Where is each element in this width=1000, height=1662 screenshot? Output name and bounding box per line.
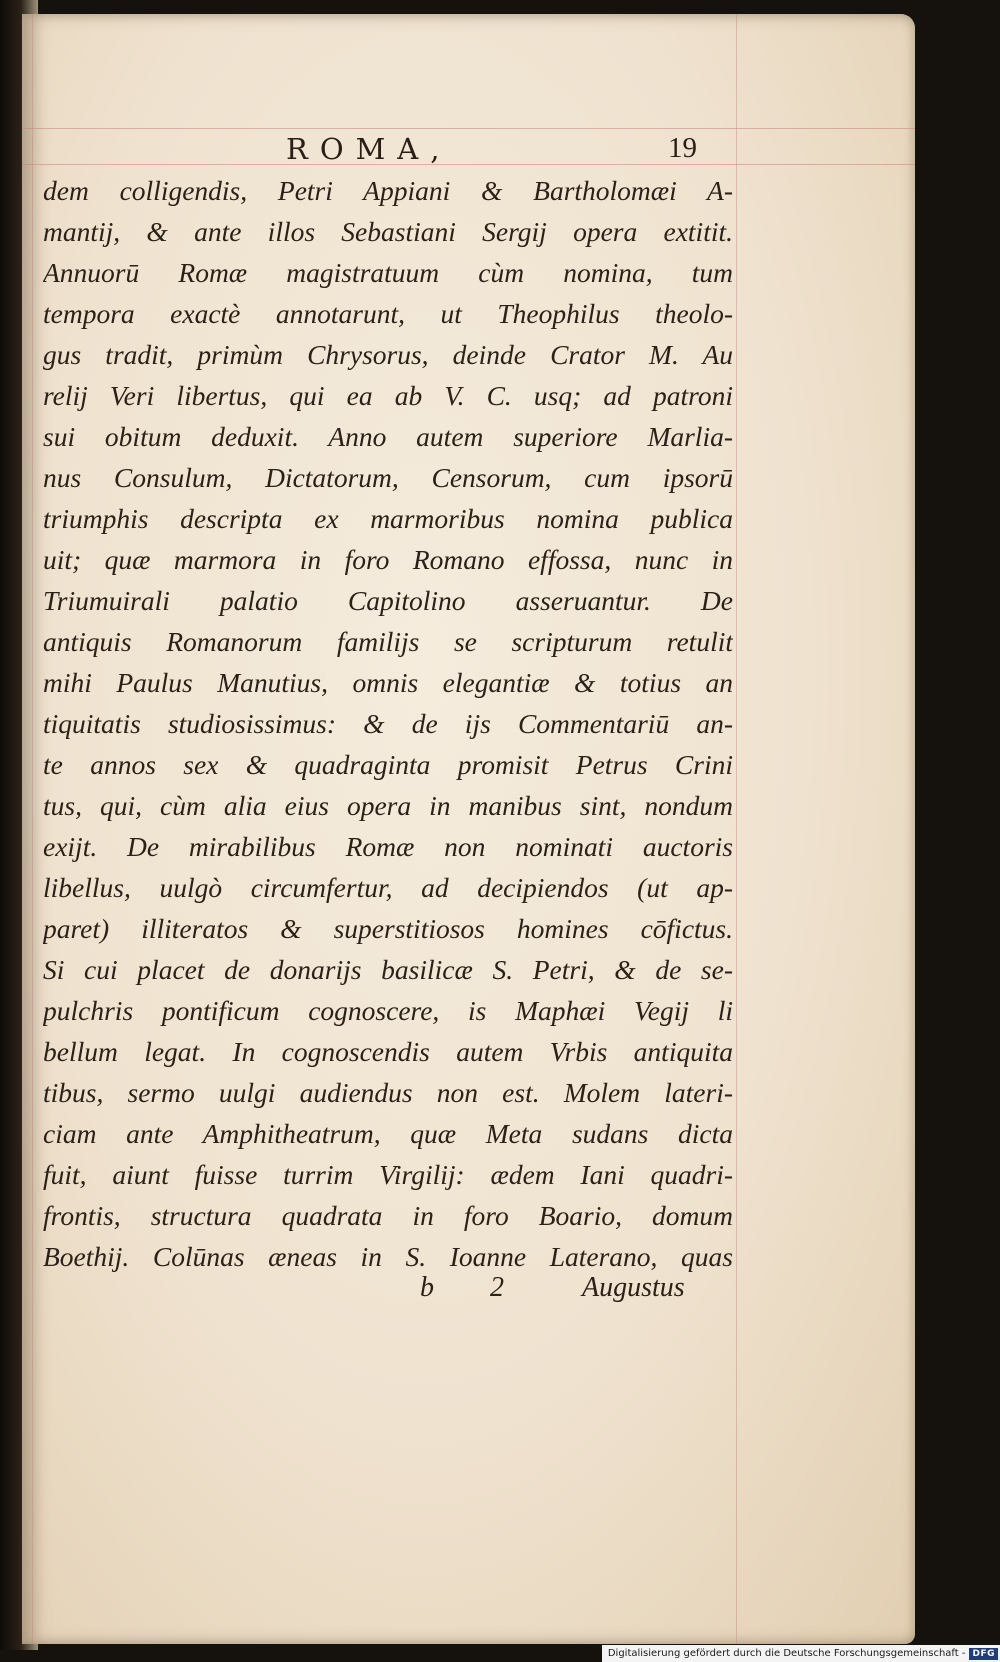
text-line: fuit, aiunt fuisse turrim Virgilij: ædem Iani quadri-	[43, 1159, 733, 1190]
text-line: tempora exactè annotarunt, ut Theophilus theolo-	[43, 298, 733, 329]
ruled-line-right	[736, 14, 737, 1644]
ruled-line-left	[32, 14, 33, 1644]
text-line: nus Consulum, Dictatorum, Censorum, cum ipsorū	[43, 462, 733, 493]
book-page	[22, 14, 915, 1644]
ruled-line-top	[22, 128, 915, 129]
text-line: frontis, structura quadrata in foro Boario, domum	[43, 1200, 733, 1231]
text-line: uit; quæ marmora in foro Romano effossa, nunc in	[43, 544, 733, 575]
running-head: ROMA,	[286, 132, 452, 166]
text-line: Boethij. Colūnas æneas in S. Ioanne Laterano, quas	[43, 1241, 733, 1272]
text-line: tus, qui, cùm alia eius opera in manibus sint, nondum	[43, 790, 733, 821]
text-line: tiquitatis studiosissimus: & de ijs Commentariū an-	[43, 708, 733, 739]
text-line: bellum legat. In cognoscendis autem Vrbis antiquita	[43, 1036, 733, 1067]
text-line: dem colligendis, Petri Appiani & Bartholomæi A-	[43, 175, 733, 206]
text-line: gus tradit, primùm Chrysorus, deinde Crator M. Au	[43, 339, 733, 370]
text-line: ciam ante Amphitheatrum, quæ Meta sudans dicta	[43, 1118, 733, 1149]
text-line: pulchris pontificum cognoscere, is Maphæi Vegij li	[43, 995, 733, 1026]
text-line: exijt. De mirabilibus Romæ non nominati auctoris	[43, 831, 733, 862]
catchword: Augustus	[582, 1272, 685, 1303]
signature-number: 2	[490, 1272, 504, 1303]
text-line: Si cui placet de donarijs basilicæ S. Petri, & de se-	[43, 954, 733, 985]
text-line: libellus, uulgò circumfertur, ad decipiendos (ut ap-	[43, 872, 733, 903]
text-line: sui obitum deduxit. Anno autem superiore Marlia-	[43, 421, 733, 452]
digitization-credit-bar	[602, 1645, 1000, 1662]
text-line: Triumuirali palatio Capitolino asseruantur. De	[43, 585, 733, 616]
text-block	[43, 170, 733, 1277]
text-line: mihi Paulus Manutius, omnis elegantiæ & totius an	[43, 667, 733, 698]
ruled-line-head	[22, 164, 915, 165]
text-line: Annuorū Romæ magistratuum cùm nomina, tum	[43, 257, 733, 288]
text-line: antiquis Romanorum familijs se scripturum retulit	[43, 626, 733, 657]
text-line: relij Veri libertus, qui ea ab V. C. usq; ad patroni	[43, 380, 733, 411]
dfg-logo-icon: DFG	[969, 1648, 998, 1660]
text-line: mantij, & ante illos Sebastiani Sergij opera extitit.	[43, 216, 733, 247]
text-line: tibus, sermo uulgi audiendus non est. Molem lateri-	[43, 1077, 733, 1108]
page-number: 19	[668, 132, 697, 164]
text-line: paret) illiteratos & superstitiosos homines cōfictus.	[43, 913, 733, 944]
signature-mark: b	[420, 1272, 434, 1303]
digitization-credit: Digitalisierung gefördert durch die Deutsche Forschungsgemeinschaft -	[607, 1648, 966, 1659]
text-line: triumphis descripta ex marmoribus nomina publica	[43, 503, 733, 534]
text-line: te annos sex & quadraginta promisit Petrus Crini	[43, 749, 733, 780]
